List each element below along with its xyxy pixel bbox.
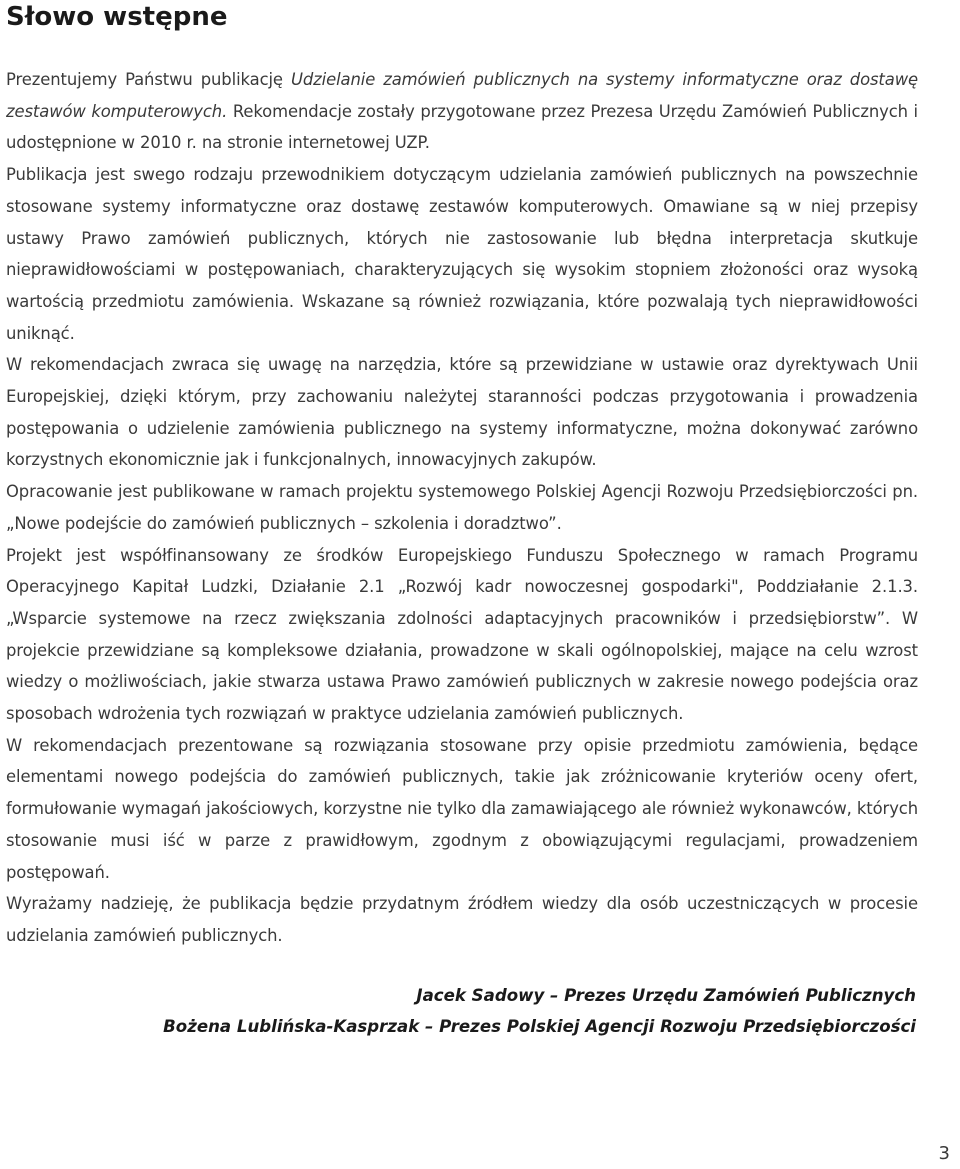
intro-text-before: Prezentujemy Państwu publikację — [6, 70, 291, 89]
paragraph-tools: W rekomendacjach zwraca się uwagę na narzędzia, które są przewidziane w ustawie oraz dyrektywach Unii Europejskiej, dzięki którym, przy zachowaniu należytej staranności podczas przygotowania i prowadzenia postępowania o udzielenie zamówienia publicznego na systemy informatyczne, można dokonywać zarówno korzystnych ekonomicznie jak i funkcjonalnych, innowacyjnych zakupów. — [6, 355, 918, 470]
paragraph-funding: Projekt jest współfinansowany ze środków Europejskiego Funduszu Społecznego w ramach Programu Operacyjnego Kapitał Ludzki, Działanie 2.1 „Rozwój kadr nowoczesnej gospodarki", Poddziałanie 2.1.3. „Wsparcie systemowe na rzecz zwiększania zdolności adaptacyjnych pracowników i przedsiębiorstw”. W projekcie przewidziane są kompleksowe działania, prowadzone w skali ogólnopolskiej, mające na celu wzrost wiedzy o możliwościach, jakie stwarza ustawa Prawo zamówień publicznych w zakresie nowego podejścia oraz sposobach wdrożenia tych rozwiązań w praktyce udzielania zamówień publicznych. — [6, 545, 918, 724]
page-title: Słowo wstępne — [6, 2, 228, 32]
body-text — [6, 64, 918, 952]
paragraph-closing: Wyrażamy nadzieję, że publikacja będzie przydatnym źródłem wiedzy dla osób uczestniczących w procesie udzielania zamówień publicznych. — [6, 894, 918, 945]
intro-paragraph — [6, 64, 918, 159]
page-number: 3 — [938, 1143, 950, 1164]
signature-parp: Bożena Lublińska-Kasprzak – Prezes Polskiej Agencji Rozwoju Przedsiębiorczości — [163, 1017, 916, 1036]
intro-text-after: Rekomendacje zostały przygotowane przez Prezesa Urzędu Zamówień Publicznych i udostępnione w 2010 r. na stronie internetowej UZP. — [6, 101, 919, 153]
signatures — [163, 980, 916, 1042]
paragraph-project: Opracowanie jest publikowane w ramach projektu systemowego Polskiej Agencji Rozwoju Przedsiębiorczości pn. „Nowe podejście do zamówień publicznych – szkolenia i doradztwo”. — [6, 482, 918, 533]
signature-uzp: Jacek Sadowy – Prezes Urzędu Zamówień Publicznych — [416, 986, 916, 1005]
paragraph-guide: Publikacja jest swego rodzaju przewodnikiem dotyczącym udzielania zamówień publicznych na powszechnie stosowane systemy informatyczne oraz dostawę zestawów komputerowych. Omawiane są w niej przepisy ustawy Prawo zamówień publicznych, których nie zastosowanie lub błędna interpretacja skutkuje nieprawidłowościami w postępowaniach, charakteryzujących się wysokim stopniem złożoności oraz wysoką wartością przedmiotu zamówienia. Wskazane są również rozwiązania, które pozwalają tych nieprawidłowości uniknąć. — [6, 165, 918, 343]
paragraph-solutions: W rekomendacjach prezentowane są rozwiązania stosowane przy opisie przedmiotu zamówienia, będące elementami nowego podejścia do zamówień publicznych, takie jak zróżnicowanie kryteriów oceny ofert, formułowanie wymagań jakościowych, korzystne nie tylko dla zamawiającego ale również wykonawców, których stosowanie musi iść w parze z prawidłowym, zgodnym z obowiązującymi regulacjami, prowadzeniem postępowań. — [6, 735, 918, 882]
publication-title: Udzielanie zamówień publicznych na systemy informatyczne oraz dostawę zestawów komputerowych. — [6, 70, 918, 121]
